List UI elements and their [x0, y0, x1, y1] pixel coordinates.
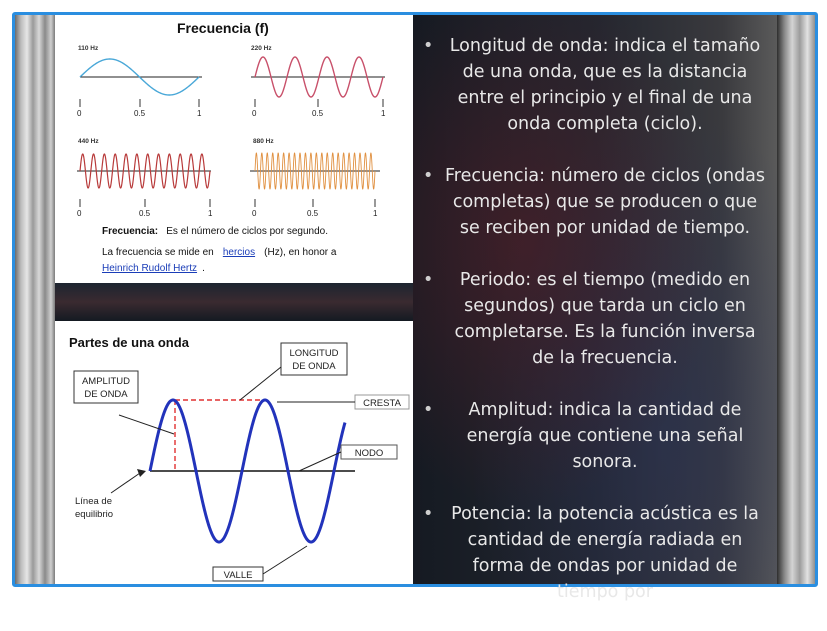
bullet-text: Potencia: la potencia acústica es la cantidad de energía radiada en forma de ondas por unidad de tiempo por — [451, 504, 759, 602]
wave-label-880: 880 Hz — [253, 138, 274, 145]
book-frame — [12, 12, 818, 602]
equilibrio-arrowhead — [137, 469, 146, 477]
definition-text: Es el número de ciclos por segundo. — [166, 226, 328, 237]
bullet-text: Periodo: es el tiempo (medido en segundos) que tarda un ciclo en completarse. Es la función inversa de la frecuencia. — [454, 270, 756, 368]
valle-pointer — [263, 546, 307, 574]
hertz-link[interactable]: Heinrich Rudolf Hertz — [102, 263, 198, 274]
tick-label: 0 — [252, 109, 257, 118]
measure-end: . — [202, 263, 205, 274]
wave-parts-title: Partes de una onda — [69, 335, 189, 350]
tick-label: 0.5 — [139, 209, 151, 218]
wave-label-440: 440 Hz — [78, 138, 99, 145]
bullet-text: Frecuencia: número de ciclos (ondas completas) que se producen o que se reciben por unidad de tiempo. — [444, 166, 766, 238]
equilibrio-pointer — [111, 473, 140, 493]
bullet-dot: • — [423, 36, 434, 56]
amplitud-label-1: AMPLITUD — [81, 376, 131, 387]
definition-term: Frecuencia: — [102, 226, 159, 237]
bullet-dot: • — [423, 270, 434, 290]
bullet-item — [421, 163, 769, 241]
longitud-label-1: LONGITUD — [289, 348, 339, 359]
frequency-figure — [55, 15, 413, 283]
equilibrio-label-1: Línea de — [75, 496, 112, 507]
frequency-measure-line2 — [102, 256, 205, 275]
amplitud-label-2: DE ONDA — [84, 389, 128, 400]
bullet-text: Longitud de onda: indica el tamaño de una onda, que es la distancia entre el principio y el final de una onda completa (ciclo). — [449, 36, 761, 134]
wave-parts-figure — [55, 321, 413, 584]
measure-prefix: La frecuencia se mide en — [102, 247, 214, 258]
bullet-dot: • — [423, 166, 434, 186]
frequency-definition — [102, 219, 328, 238]
tick-label: 0 — [252, 209, 257, 218]
bullet-dot: • — [423, 504, 434, 524]
hercios-link[interactable]: hercios — [222, 247, 256, 258]
frequency-title: Frecuencia (f) — [177, 20, 269, 36]
tick-label: 1 — [197, 109, 202, 118]
tick-label: 0.5 — [312, 109, 324, 118]
tick-label: 1 — [373, 209, 378, 218]
nodo-label: NODO — [354, 448, 384, 459]
equilibrio-label-2: equilibrio — [75, 509, 114, 520]
tick-label: 0 — [77, 109, 82, 118]
frequency-panel — [55, 15, 413, 283]
wave-label-110: 110 Hz — [78, 45, 99, 52]
right-page — [413, 15, 777, 602]
bullet-item — [421, 501, 769, 605]
book-spine-left — [15, 15, 55, 584]
wave-label-220: 220 Hz — [251, 45, 272, 52]
frequency-measure-line — [102, 240, 337, 259]
tick-label: 1 — [208, 209, 213, 218]
longitud-pointer — [240, 367, 281, 400]
left-page — [55, 15, 413, 584]
bullet-list — [421, 33, 769, 631]
amplitud-pointer — [119, 415, 174, 434]
book-spine-right — [777, 15, 815, 584]
valle-label: VALLE — [223, 570, 253, 581]
background-strip — [55, 283, 413, 321]
cresta-label: CRESTA — [363, 398, 401, 409]
wave-parts-panel — [55, 321, 413, 584]
tick-label: 0.5 — [307, 209, 319, 218]
tick-label: 1 — [381, 109, 386, 118]
bullet-text: Amplitud: indica la cantidad de energía que contiene una señal sonora. — [466, 400, 744, 472]
bullet-item — [421, 267, 769, 371]
bullet-item — [421, 33, 769, 137]
bullet-dot: • — [423, 400, 434, 420]
tick-label: 0 — [77, 209, 82, 218]
measure-suffix: (Hz), en honor a — [264, 247, 337, 258]
bullet-item — [421, 397, 769, 475]
longitud-label-2: DE ONDA — [292, 361, 336, 372]
tick-label: 0.5 — [134, 109, 146, 118]
